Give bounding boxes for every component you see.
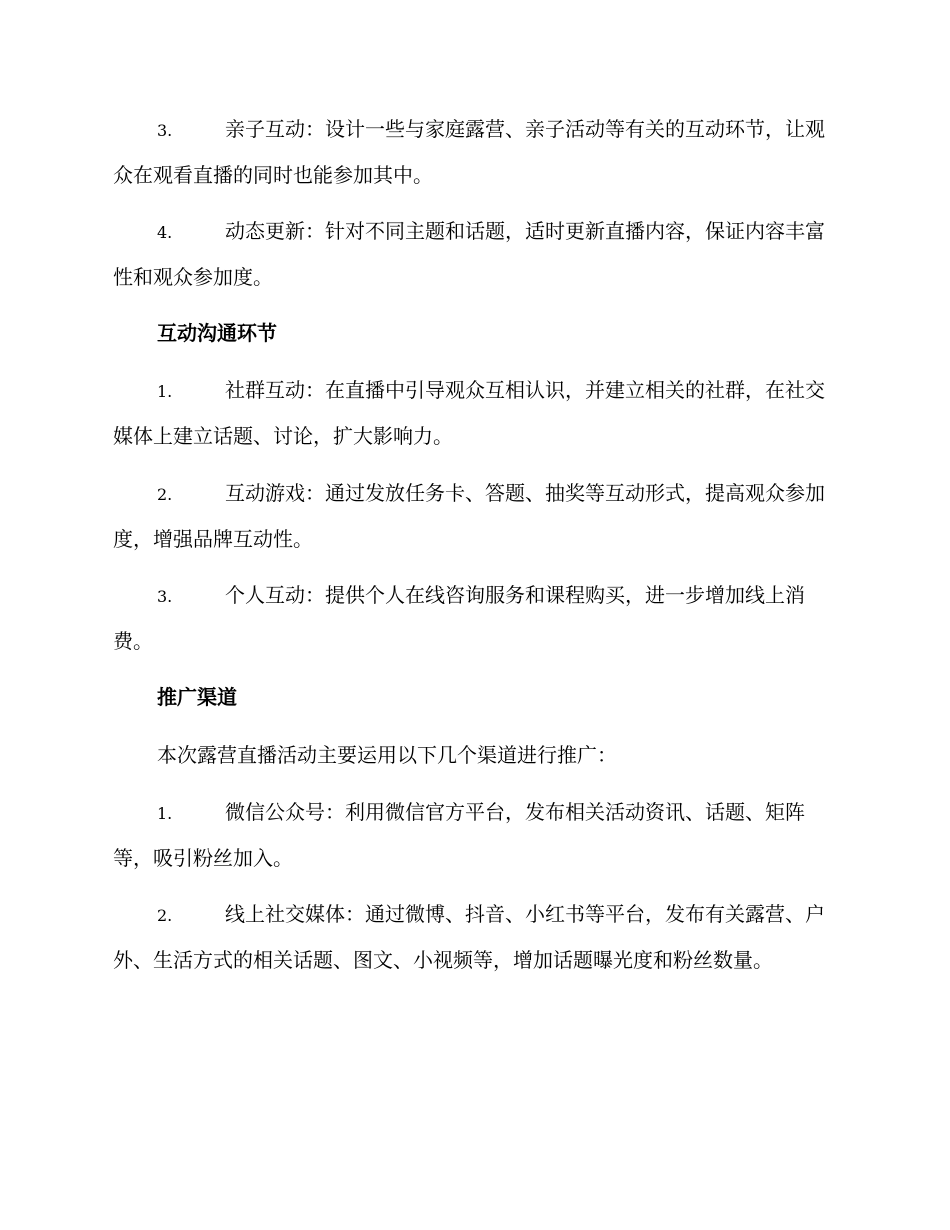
list-item-text: 社群互动：在直播中引导观众互相认识，并建立相关的社群，在社交媒体上建立话题、讨论，扩大影响力。: [113, 378, 825, 448]
section-heading-interaction: 互动沟通环节: [157, 321, 277, 345]
list-number: 3.: [157, 121, 173, 140]
list-number: 3.: [157, 587, 173, 606]
list-item: [113, 209, 833, 300]
list-number: 1.: [157, 382, 173, 401]
list-number: 2.: [157, 906, 173, 925]
list-item: [113, 790, 833, 881]
section-intro: 本次露营直播活动主要运用以下几个渠道进行推广：: [157, 743, 617, 767]
list-item: [113, 892, 833, 983]
list-item: [113, 107, 833, 198]
list-item-text: 互动游戏：通过发放任务卡、答题、抽奖等互动形式，提高观众参加度，增强品牌互动性。: [113, 481, 825, 551]
list-number: 1.: [157, 804, 173, 823]
list-number: 4.: [157, 223, 173, 242]
list-item-text: 微信公众号：利用微信官方平台，发布相关活动资讯、话题、矩阵等，吸引粉丝加入。: [113, 800, 805, 870]
section-heading-promotion: 推广渠道: [157, 685, 237, 709]
list-item-text: 线上社交媒体：通过微博、抖音、小红书等平台，发布有关露营、户外、生活方式的相关话题、图文、小视频等，增加话题曝光度和粉丝数量。: [113, 902, 825, 972]
list-item-text: 个人互动：提供个人在线咨询服务和课程购买，进一步增加线上消费。: [113, 583, 805, 653]
list-item: [113, 368, 833, 459]
list-item-text: 动态更新：针对不同主题和话题，适时更新直播内容，保证内容丰富性和观众参加度。: [113, 219, 825, 289]
list-item: [113, 471, 833, 562]
list-item-text: 亲子互动：设计一些与家庭露营、亲子活动等有关的互动环节，让观众在观看直播的同时也能参加其中。: [113, 117, 825, 187]
list-number: 2.: [157, 485, 173, 504]
list-item: [113, 573, 833, 664]
